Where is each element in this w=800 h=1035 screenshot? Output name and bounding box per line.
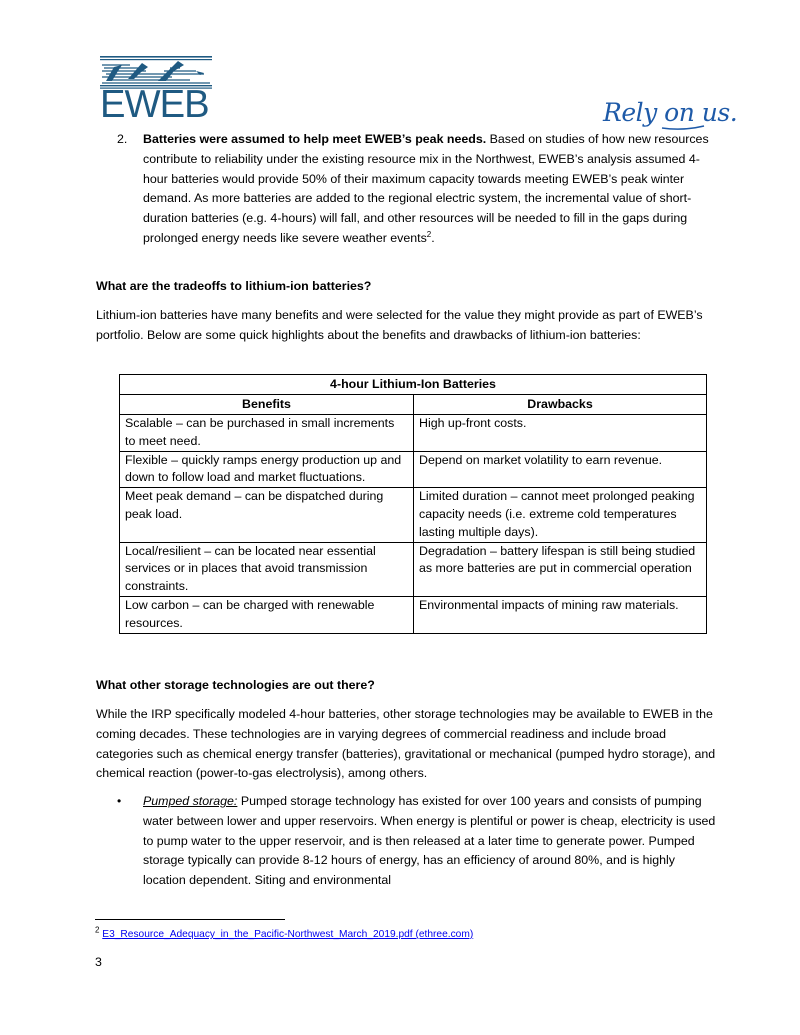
column-header-drawbacks: Drawbacks — [414, 395, 707, 415]
section-heading-storage: What other storage technologies are out there? — [96, 678, 375, 692]
table-row — [120, 596, 707, 633]
table-row — [120, 451, 707, 488]
footnote-separator — [95, 919, 285, 920]
bullet-icon: • — [117, 794, 122, 808]
list-item-lead: Batteries were assumed to help meet EWEB’s peak needs. — [143, 132, 487, 146]
bullet-body — [143, 792, 718, 891]
table-title: 4-hour Lithium-Ion Batteries — [120, 375, 707, 395]
column-header-benefits: Benefits — [120, 395, 414, 415]
tagline-text: Rely on us. — [603, 98, 738, 127]
paragraph-storage: While the IRP specifically modeled 4-hour batteries, other storage technologies may be available to EWEB in the coming decades. These technologies are in varying degrees of commercial readiness and include broad categories such as chemical energy transfer (batteries), gravitational or mechanical (pumped hydro storage), and chemical reaction (power-to-gas electrolysis), among others. — [96, 707, 716, 781]
table-cell-benefit: Meet peak demand – can be dispatched during peak load. — [120, 488, 414, 542]
table-row — [120, 488, 707, 542]
section-heading-tradeoffs: What are the tradeoffs to lithium-ion batteries? — [96, 279, 372, 293]
table-row — [120, 415, 707, 452]
table-cell-drawback: Degradation – battery lifespan is still being studied as more batteries are put in commercial operation — [414, 542, 707, 596]
list-item-body — [143, 130, 715, 249]
list-item-text: Based on studies of how new resources contribute to reliability under the existing resource mix in the Northwest, EWEB’s analysis assumed 4-hour batteries would provide 50% of their maximum capacity towards meeting EWEB’s peak winter demand. As more batteries are added to the regional electric system, the incremental value of short-duration batteries (e.g. 4-hours) will fall, and other resources will be needed to fill in the gaps during prolonged energy needs like severe weather events — [143, 132, 709, 245]
paragraph-tradeoffs: Lithium-ion batteries have many benefits and were selected for the value they might provide as part of EWEB’s portfolio. Below are some quick highlights about the benefits and drawbacks of lithium-ion batteries: — [96, 308, 703, 342]
eweb-logo — [100, 55, 212, 130]
table-cell-drawback: High up-front costs. — [414, 415, 707, 452]
footnote-reference[interactable]: 2 — [426, 229, 432, 239]
table-cell-drawback: Limited duration – cannot meet prolonged peaking capacity needs (i.e. extreme cold temperatures lasting multiple days). — [414, 488, 707, 542]
bullet-term: Pumped storage: — [143, 794, 238, 808]
table-cell-benefit: Local/resilient – can be located near essential services or in places that avoid transmission constraints. — [120, 542, 414, 596]
table-row — [120, 542, 707, 596]
table-cell-benefit: Low carbon – can be charged with renewable resources. — [120, 596, 414, 633]
eweb-wordmark: EWEB — [100, 83, 209, 126]
table-cell-drawback: Depend on market volatility to earn revenue. — [414, 451, 707, 488]
table-cell-benefit: Flexible – quickly ramps energy production up and down to follow load and market fluctuations. — [120, 451, 414, 488]
page-number: 3 — [95, 955, 102, 969]
rely-on-us-logo — [603, 98, 737, 127]
list-number: 2. — [117, 132, 128, 146]
footnote — [95, 925, 474, 942]
list-item-end: . — [431, 230, 435, 245]
table-cell-benefit: Scalable – can be purchased in small increments to meet need. — [120, 415, 414, 452]
footnote-link[interactable]: E3_Resource_Adequacy_in_the_Pacific-Northwest_March_2019.pdf (ethree.com) — [102, 929, 474, 940]
footnote-number: 2 — [95, 925, 100, 935]
batteries-table — [119, 374, 707, 634]
table-cell-drawback: Environmental impacts of mining raw materials. — [414, 596, 707, 633]
bullet-text: Pumped storage technology has existed for over 100 years and consists of pumping water between lower and upper reservoirs. When energy is plentiful or power is cheap, electricity is used to pump water to the upper reservoir, and is then released at a later time to generate power. Pumped storage typically can provide 8-12 hours of energy, has an efficiency of around 80%, and is highly location dependent. Siting and environmental — [143, 794, 716, 888]
